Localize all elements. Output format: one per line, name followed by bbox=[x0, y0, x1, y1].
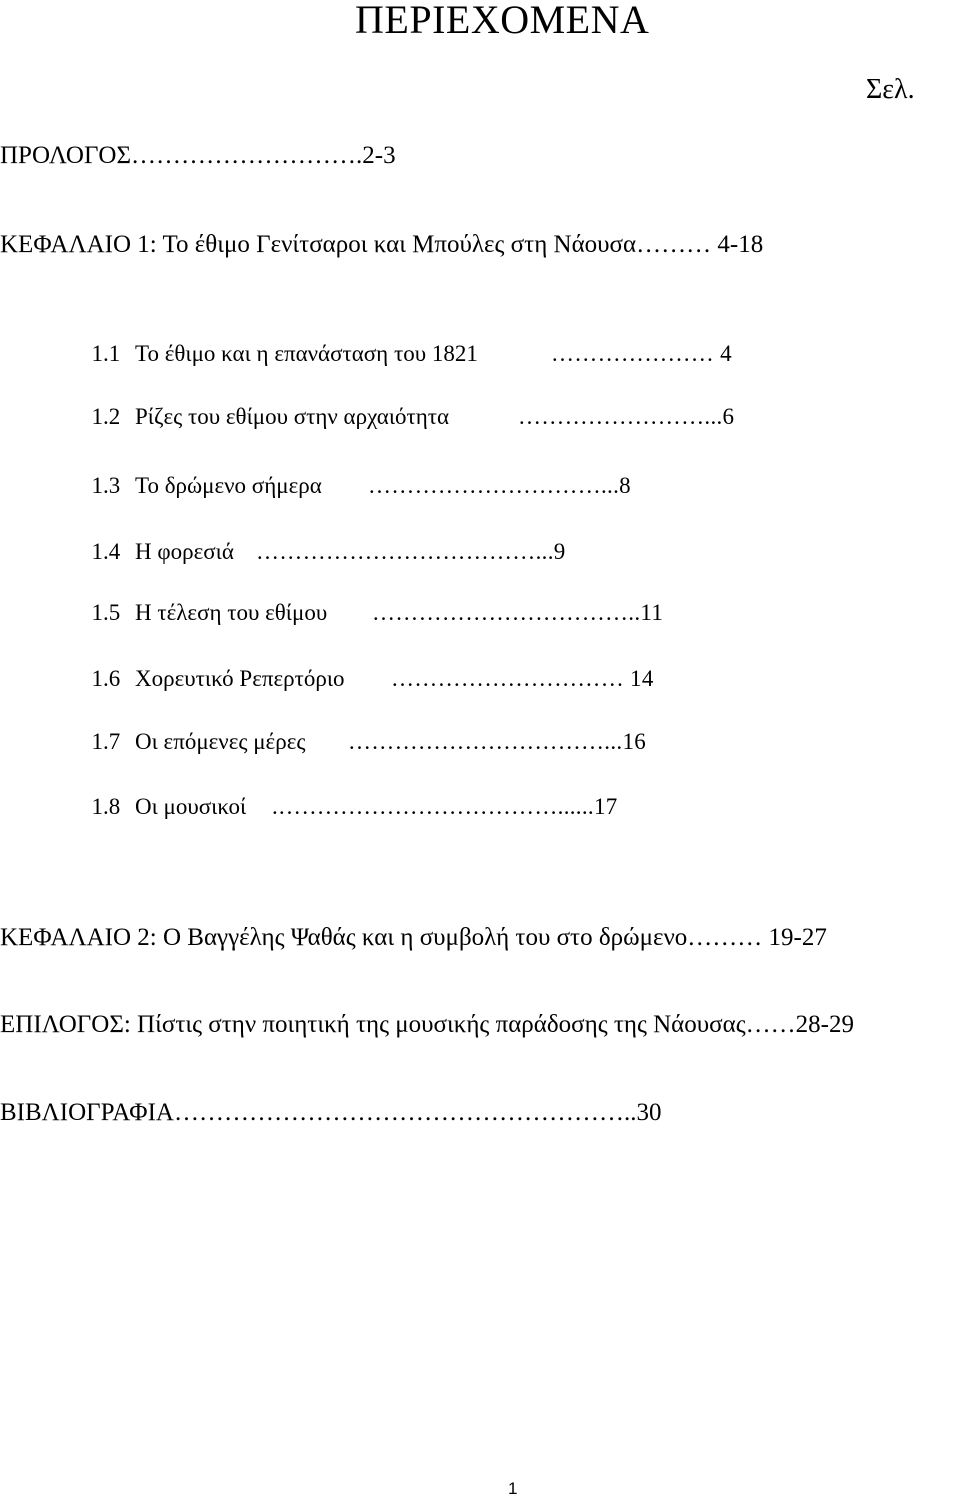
toc-entry-1-4 bbox=[80, 517, 566, 564]
toc-entry-1-7 bbox=[80, 707, 647, 754]
section-leader: .………………………………......17 bbox=[272, 794, 618, 819]
section-leader: ……………………………...16 bbox=[348, 729, 647, 754]
section-leader: ………………………… 14 bbox=[391, 666, 654, 691]
toc-entry-1-8 bbox=[80, 772, 618, 819]
toc-entry-chapter-1: ΚΕΦΑΛΑΙΟ 1: Το έθιμο Γενίτσαροι και Μπούλες στη Νάουσα……… 4-18 bbox=[0, 231, 764, 258]
section-label: Οι επόμενες μέρες bbox=[135, 729, 306, 754]
page-column-header: Σελ. bbox=[866, 74, 915, 105]
toc-entry-epilogue: ΕΠΙΛΟΓΟΣ: Πίστις στην ποιητική της μουσικής παράδοσης της Νάουσας……28-29 bbox=[0, 1011, 854, 1038]
section-label: Ρίζες του εθίμου στην αρχαιότητα bbox=[135, 404, 450, 429]
section-label: Το δρώμενο σήμερα bbox=[135, 473, 322, 498]
section-number: 1.4 bbox=[91, 539, 121, 564]
section-leader: ………………… 4 bbox=[551, 341, 732, 366]
toc-title: ΠΕΡΙΕΧΟΜΕΝΑ bbox=[355, 0, 650, 42]
toc-entry-prologue: ΠΡΟΛΟΓΟΣ……………………….2-3 bbox=[0, 142, 396, 169]
section-number: 1.8 bbox=[91, 794, 121, 819]
section-number: 1.1 bbox=[91, 341, 121, 366]
toc-entry-1-6 bbox=[80, 644, 654, 691]
section-label: Το έθιμο και η επανάσταση του 1821 bbox=[135, 341, 478, 366]
section-number: 1.7 bbox=[91, 729, 121, 754]
section-label: Χορευτικό Ρεπερτόριο bbox=[135, 666, 345, 691]
section-leader: ……………………………..11 bbox=[372, 600, 664, 625]
section-leader: ………………………………...9 bbox=[256, 539, 566, 564]
toc-entry-1-1 bbox=[80, 319, 732, 366]
toc-entry-1-5 bbox=[80, 578, 664, 625]
section-label: Η τέλεση του εθίμου bbox=[135, 600, 328, 625]
section-number: 1.2 bbox=[91, 404, 121, 429]
section-leader: ……………………...6 bbox=[518, 404, 735, 429]
toc-entry-chapter-2: ΚΕΦΑΛΑΙΟ 2: Ο Βαγγέλης Ψαθάς και η συμβολή του στο δρώμενο……… 19-27 bbox=[0, 924, 827, 951]
section-label: Οι μουσικοί bbox=[135, 794, 247, 819]
page-number: 1 bbox=[508, 1479, 518, 1498]
toc-entry-1-3 bbox=[80, 451, 631, 498]
toc-entry-bibliography: ΒΙΒΛΙΟΓΡΑΦΙΑ………………………………………………..30 bbox=[0, 1099, 662, 1126]
toc-entry-1-2 bbox=[80, 382, 735, 429]
section-number: 1.5 bbox=[91, 600, 121, 625]
section-leader: …………………………...8 bbox=[368, 473, 631, 498]
section-number: 1.3 bbox=[91, 473, 121, 498]
section-number: 1.6 bbox=[91, 666, 121, 691]
section-label: Η φορεσιά bbox=[135, 539, 234, 564]
